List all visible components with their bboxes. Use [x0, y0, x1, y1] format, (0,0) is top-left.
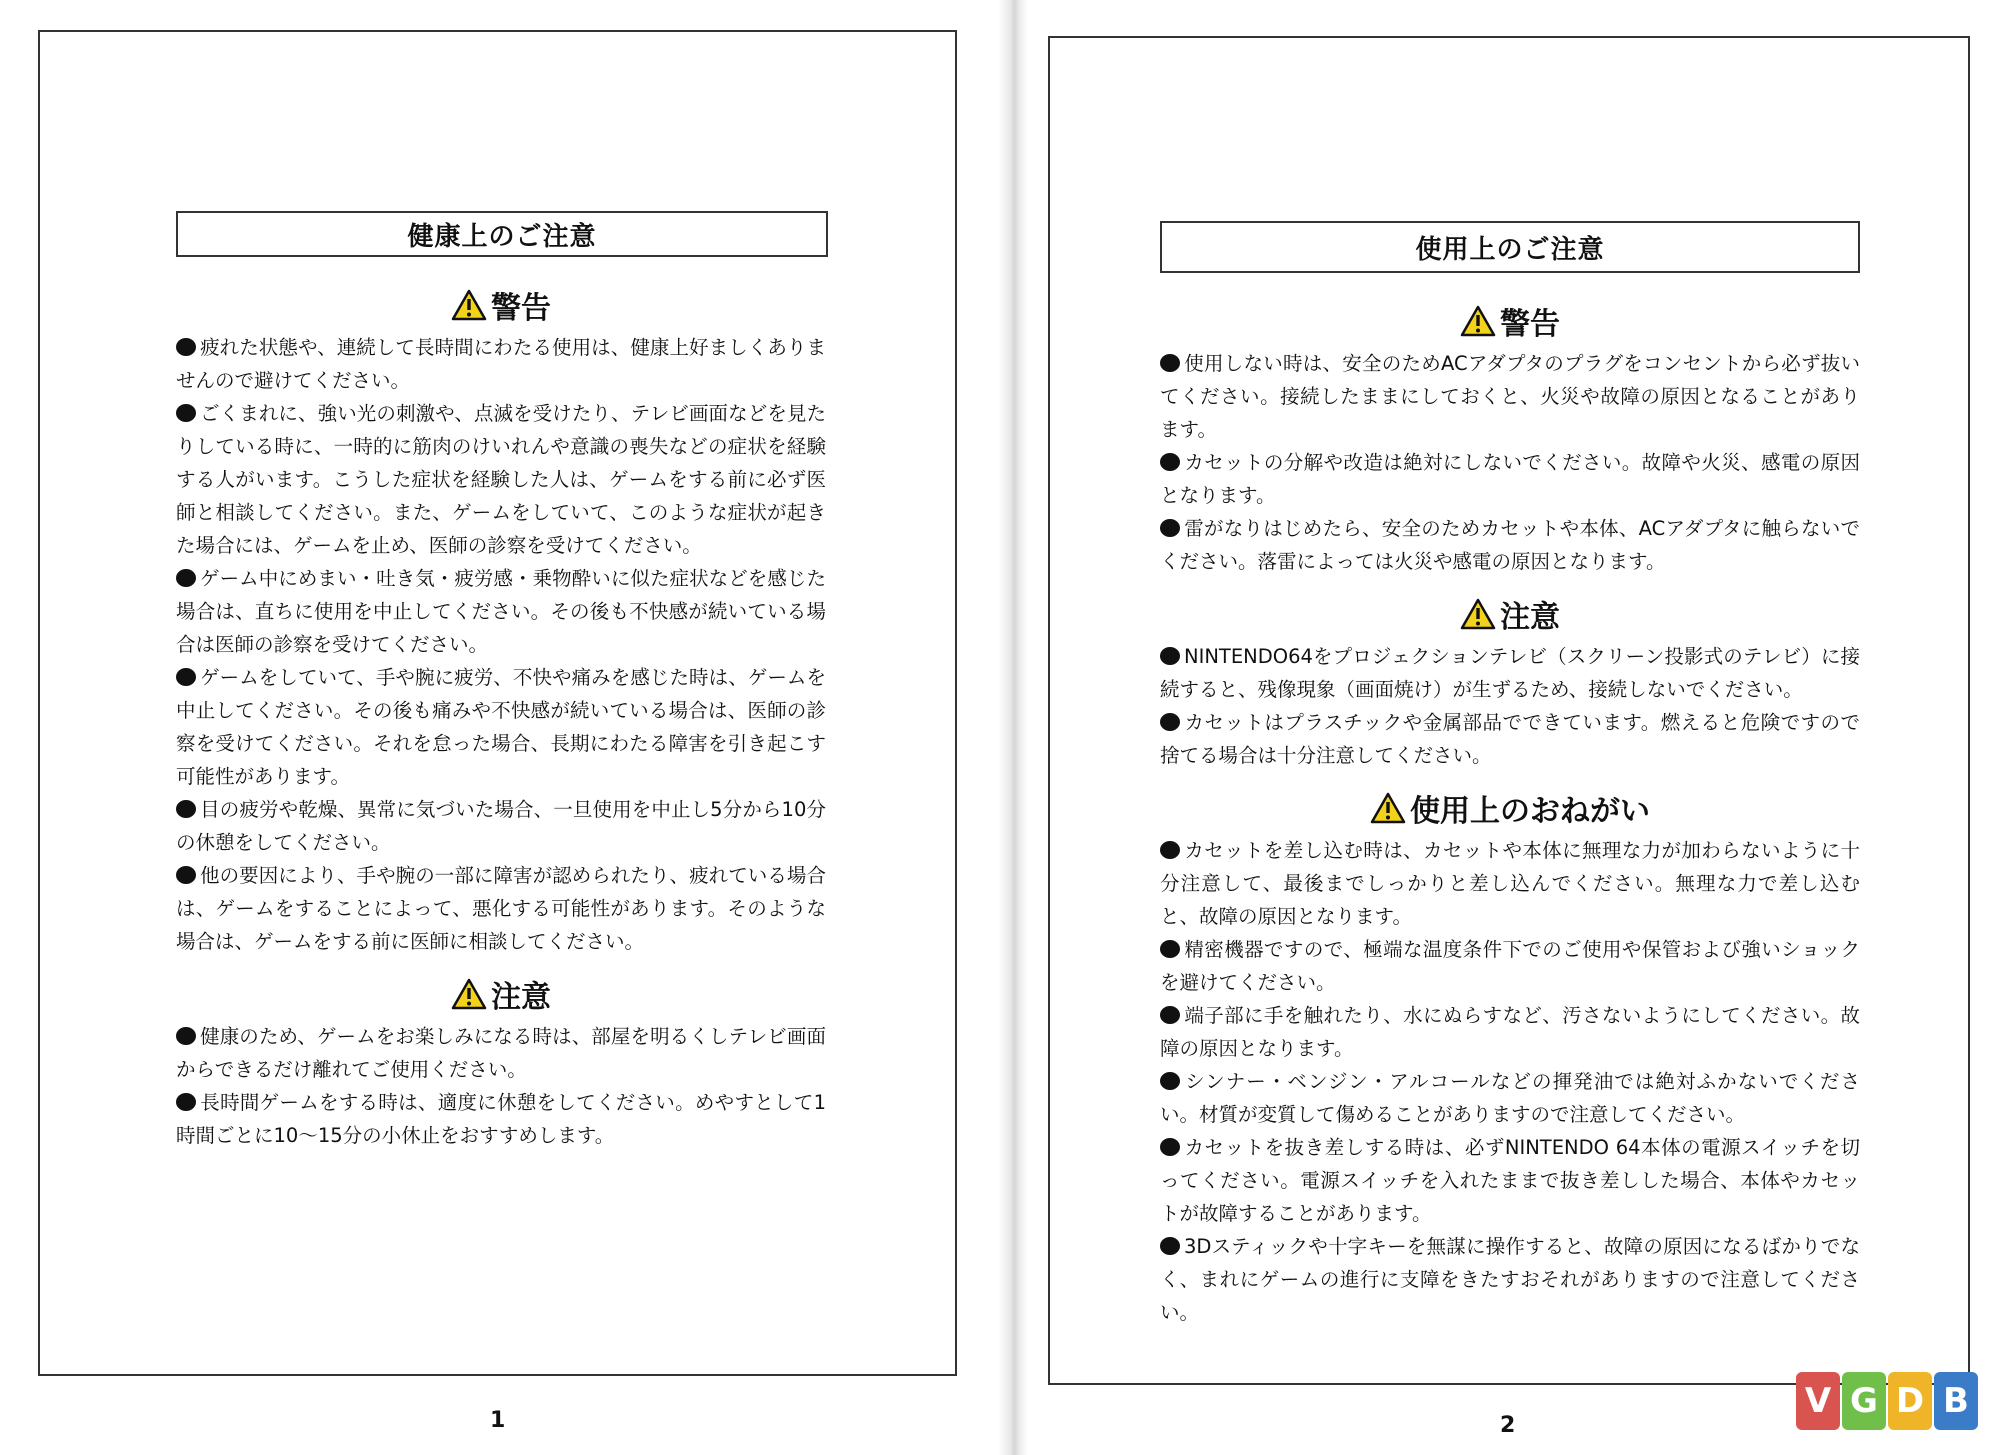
logo-letter-g: G	[1842, 1372, 1886, 1430]
notice-paragraph	[176, 661, 826, 793]
left-page-content	[176, 211, 826, 1152]
page-number-left: 1	[490, 1408, 506, 1433]
logo-letter-b: B	[1934, 1372, 1978, 1430]
notice-text: ごくまれに、強い光の刺激や、点滅を受けたり、テレビ画面などを見たりしている時に、一時的に筋肉のけいれんや意識の喪失などの症状を経験する人がいます。こうした症状を経験した人は、ゲームをする前に必ず医師と相談してください。また、ゲームをしていて、このような症状が起きた場合には、ゲームを止め、医師の診察を受けてください。	[176, 402, 826, 557]
bullet-icon	[1160, 647, 1180, 665]
section-heading-text: 警告	[1500, 307, 1560, 342]
section-heading	[176, 283, 826, 327]
bullet-icon	[1160, 713, 1180, 731]
notice-text: 精密機器ですので、極端な温度条件下でのご使用や保管および強いショックを避けてください。	[1160, 938, 1860, 994]
bullet-icon	[176, 668, 196, 686]
bullet-icon	[1160, 453, 1180, 471]
notice-paragraph	[176, 331, 826, 397]
right-page-title: 使用上のご注意	[1160, 221, 1860, 273]
warning-triangle-icon	[1460, 598, 1496, 630]
section-heading	[1160, 299, 1860, 343]
bullet-icon	[1160, 1072, 1180, 1090]
notice-text: 他の要因により、手や腕の一部に障害が認められたり、疲れている場合は、ゲームをすることによって、悪化する可能性があります。そのような場合は、ゲームをする前に医師に相談してください。	[176, 864, 826, 953]
notice-text: カセットの分解や改造は絶対にしないでください。故障や火災、感電の原因となります。	[1160, 451, 1860, 507]
page-fold	[998, 0, 1028, 1455]
warning-triangle-icon	[451, 978, 487, 1010]
notice-paragraph	[176, 397, 826, 562]
logo-letter-v: V	[1796, 1372, 1840, 1430]
notice-paragraph	[1160, 1065, 1860, 1131]
warning-triangle-icon	[1460, 305, 1496, 337]
notice-text: 長時間ゲームをする時は、適度に休憩をしてください。めやすとして1時間ごとに10～15分の小休止をおすすめします。	[176, 1091, 826, 1147]
notice-paragraph	[1160, 1230, 1860, 1329]
notice-text: NINTENDO64をプロジェクションテレビ（スクリーン投影式のテレビ）に接続すると、残像現象（画面焼け）が生ずるため、接続しないでください。	[1160, 645, 1860, 701]
notice-paragraph	[1160, 446, 1860, 512]
notice-paragraph	[1160, 640, 1860, 706]
notice-paragraph	[176, 1020, 826, 1086]
notice-text: カセットを差し込む時は、カセットや本体に無理な力が加わらないように十分注意して、最後までしっかりと差し込んでください。無理な力で差し込むと、故障の原因となります。	[1160, 839, 1860, 928]
notice-paragraph	[1160, 512, 1860, 578]
warning-triangle-icon	[451, 289, 487, 321]
notice-paragraph	[176, 793, 826, 859]
notice-text: シンナー・ベンジン・アルコールなどの揮発油では絶対ふかないでください。材質が変質して傷めることがありますので注意してください。	[1160, 1070, 1860, 1126]
notice-text: 健康のため、ゲームをお楽しみになる時は、部屋を明るくしテレビ画面からできるだけ離れてご使用ください。	[176, 1025, 826, 1081]
left-sections	[176, 283, 826, 1152]
notice-paragraph	[1160, 1131, 1860, 1230]
notice-paragraph	[176, 859, 826, 958]
vgdb-logo	[1796, 1372, 1978, 1430]
bullet-icon	[176, 338, 196, 356]
notice-paragraph	[1160, 999, 1860, 1065]
notice-text: 雷がなりはじめたら、安全のためカセットや本体、ACアダプタに触らないでください。落雷によっては火災や感電の原因となります。	[1160, 517, 1860, 573]
section-heading	[1160, 786, 1860, 830]
bullet-icon	[176, 404, 196, 422]
left-page-title: 健康上のご注意	[176, 211, 828, 257]
bullet-icon	[176, 1027, 196, 1045]
notice-paragraph	[176, 1086, 826, 1152]
bullet-icon	[1160, 1237, 1180, 1255]
bullet-icon	[176, 1093, 196, 1111]
bullet-icon	[176, 569, 196, 587]
bullet-icon	[176, 866, 196, 884]
right-page-content	[1160, 221, 1860, 1329]
notice-paragraph	[1160, 347, 1860, 446]
notice-paragraph	[1160, 834, 1860, 933]
bullet-icon	[1160, 841, 1180, 859]
bullet-icon	[1160, 1006, 1180, 1024]
section-heading-text: 警告	[491, 291, 551, 326]
section-heading-text: 使用上のおねがい	[1410, 794, 1650, 829]
notice-text: ゲームをしていて、手や腕に疲労、不快や痛みを感じた時は、ゲームを中止してください。その後も痛みや不快感が続いている場合は、医師の診察を受けてください。それを怠った場合、長期にわたる障害を引き起こす可能性があります。	[176, 666, 826, 788]
bullet-icon	[1160, 940, 1180, 958]
notice-paragraph	[1160, 706, 1860, 772]
section-heading	[1160, 592, 1860, 636]
warning-triangle-icon	[1370, 792, 1406, 824]
logo-letter-d: D	[1888, 1372, 1932, 1430]
notice-text: 端子部に手を触れたり、水にぬらすなど、汚さないようにしてください。故障の原因となります。	[1160, 1004, 1860, 1060]
notice-text: カセットはプラスチックや金属部品でできています。燃えると危険ですので捨てる場合は十分注意してください。	[1160, 711, 1860, 767]
notice-paragraph	[1160, 933, 1860, 999]
notice-text: 使用しない時は、安全のためACアダプタのプラグをコンセントから必ず抜いてください。接続したままにしておくと、火災や故障の原因となることがあります。	[1160, 352, 1860, 441]
notice-text: 3Dスティックや十字キーを無謀に操作すると、故障の原因になるばかりでなく、まれにゲームの進行に支障をきたすおそれがありますので注意してください。	[1160, 1235, 1860, 1324]
page-number-right: 2	[1500, 1413, 1516, 1438]
notice-text: 目の疲労や乾燥、異常に気づいた場合、一旦使用を中止し5分から10分の休憩をしてください。	[176, 798, 826, 854]
notice-text: 疲れた状態や、連続して長時間にわたる使用は、健康上好ましくありませんので避けてください。	[176, 336, 826, 392]
section-heading-text: 注意	[1500, 600, 1560, 635]
bullet-icon	[1160, 1138, 1180, 1156]
notice-text: ゲーム中にめまい・吐き気・疲労感・乗物酔いに似た症状などを感じた場合は、直ちに使用を中止してください。その後も不快感が続いている場合は医師の診察を受けてください。	[176, 567, 826, 656]
bullet-icon	[176, 800, 196, 818]
section-heading-text: 注意	[491, 980, 551, 1015]
bullet-icon	[1160, 519, 1180, 537]
right-sections	[1160, 299, 1860, 1329]
bullet-icon	[1160, 354, 1180, 372]
notice-text: カセットを抜き差しする時は、必ずNINTENDO 64本体の電源スイッチを切ってください。電源スイッチを入れたままで抜き差しした場合、本体やカセットが故障することがあります。	[1160, 1136, 1860, 1225]
notice-paragraph	[176, 562, 826, 661]
section-heading	[176, 972, 826, 1016]
